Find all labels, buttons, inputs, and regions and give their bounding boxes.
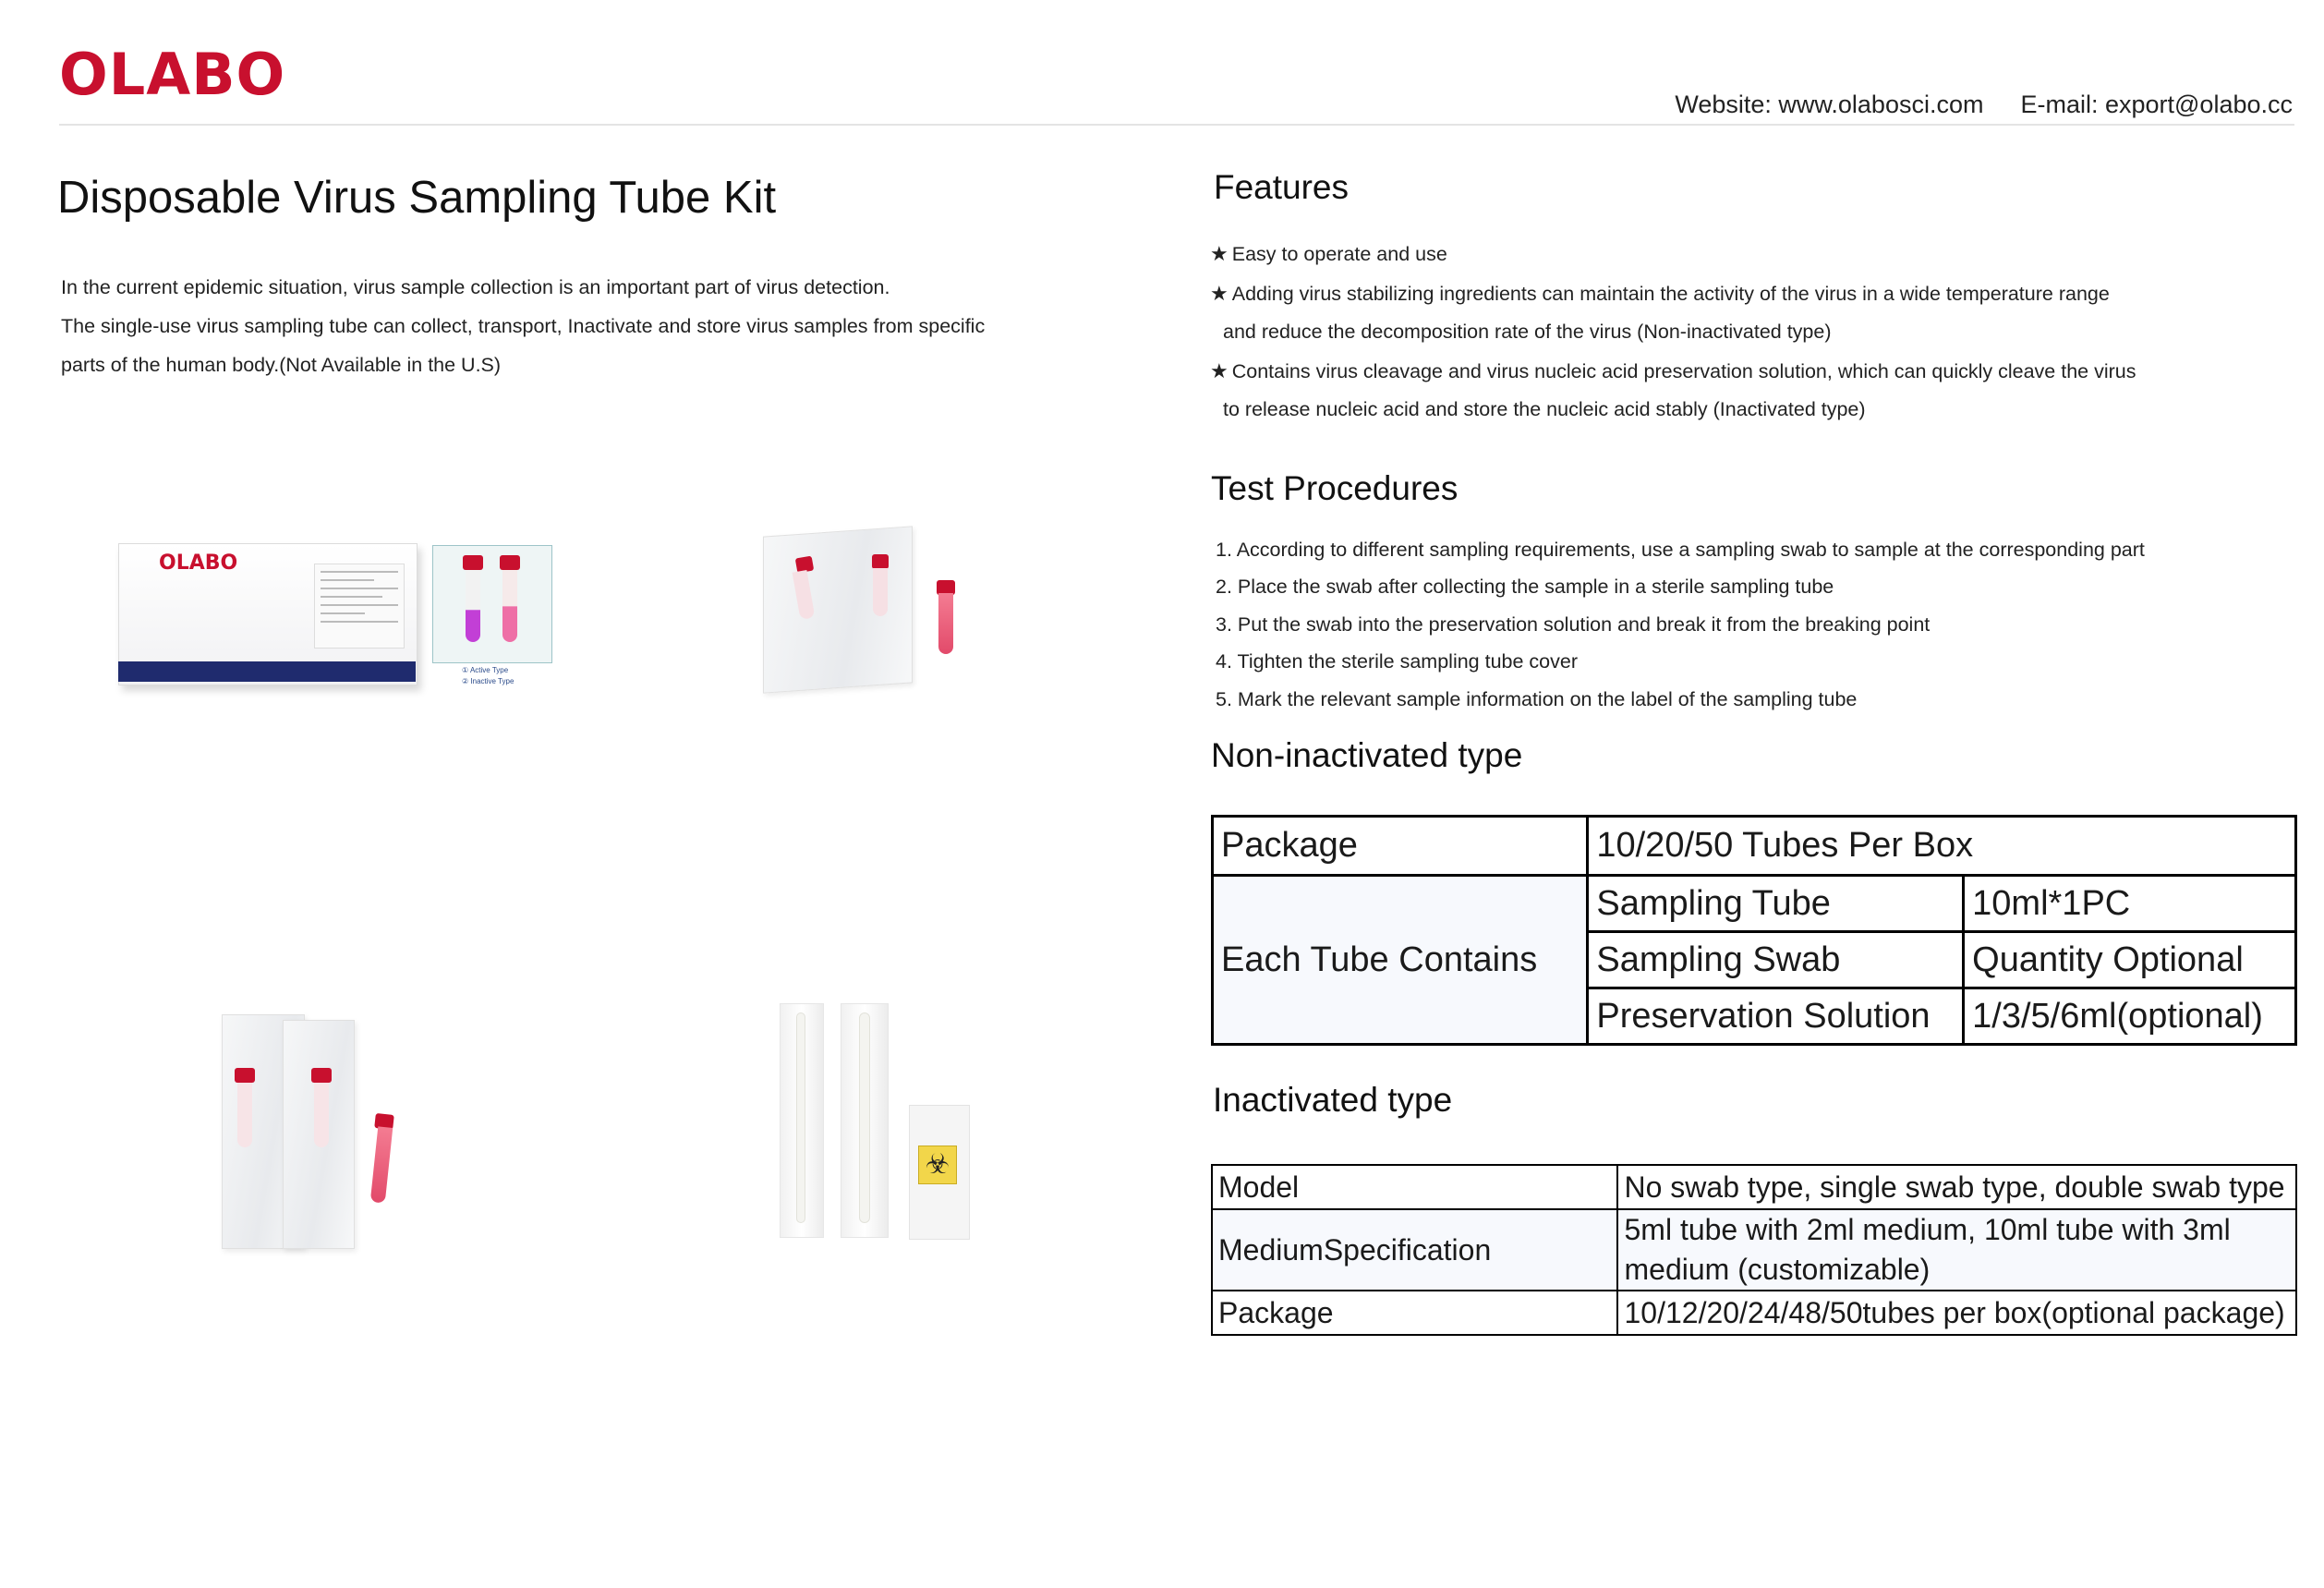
table-cell-value: 1/3/5/6ml(optional) (1964, 988, 2296, 1045)
pouch-tube (314, 1083, 329, 1147)
intro-line: In the current epidemic situation, virus sample collection is an important part of virus detection. (61, 276, 890, 298)
procedures-list (1216, 531, 2145, 718)
sealed-pouch (763, 526, 913, 693)
tube-cap (311, 1068, 332, 1083)
table-row (1213, 876, 2296, 932)
table-row (1212, 1165, 2296, 1209)
tube-cap (463, 555, 483, 570)
kit-box-label (314, 564, 405, 649)
swab-stick (859, 1012, 870, 1223)
table-row (1213, 817, 2296, 876)
feature-item (1210, 352, 2318, 430)
non-inactivated-table (1211, 815, 2297, 1046)
page-title: Disposable Virus Sampling Tube Kit (57, 173, 777, 223)
kit-box-logo: OLABO (159, 552, 238, 575)
intro-line: The single-use virus sampling tube can collect, transport, Inactivate and store virus samples from specific (61, 315, 986, 337)
table-cell-item: Sampling Tube (1588, 876, 1964, 932)
intro-line: parts of the human body.(Not Available in the U.S) (61, 354, 502, 376)
tube-cap (235, 1068, 255, 1083)
tube-cap (500, 555, 520, 570)
table-cell-label: Model (1212, 1165, 1617, 1209)
star-icon: ★ (1210, 242, 1229, 265)
tube-comparison-panel (432, 545, 552, 663)
tube-panel-caption (462, 665, 514, 687)
table-cell-label: Each Tube Contains (1213, 876, 1588, 1045)
caption-inactive: ② Inactive Type (462, 677, 514, 685)
feature-text-continued: to release nucleic acid and store the nucleic acid stably (Inactivated type) (1223, 398, 1866, 420)
table-cell-label: MediumSpecification (1212, 1209, 1617, 1291)
biohazard-icon: ☣ (918, 1146, 957, 1184)
non-inactivated-heading: Non-inactivated type (1211, 736, 1523, 774)
brand-logo: OLABO (59, 41, 286, 108)
email-text: E-mail: export@olabo.cc (2020, 91, 2293, 118)
inactivated-heading: Inactivated type (1213, 1081, 1453, 1119)
tube-cap (872, 554, 889, 569)
pouch-tube (237, 1083, 252, 1147)
procedure-step: 1. According to different sampling requirements, use a sampling swab to sample at the corresponding part (1216, 539, 2145, 561)
inactive-tube (502, 570, 517, 642)
procedure-step: 4. Tighten the sterile sampling tube cover (1216, 650, 1578, 673)
pouch-tube (873, 568, 888, 616)
kit-box-stripe (118, 661, 416, 682)
features-list (1210, 235, 2318, 430)
swab-stick (796, 1012, 805, 1223)
loose-tube (938, 593, 953, 654)
inactivated-table (1211, 1164, 2297, 1336)
procedure-step: 2. Place the swab after collecting the sample in a sterile sampling tube (1216, 576, 1834, 599)
table-cell-label: Package (1213, 817, 1588, 876)
feature-text: Easy to operate and use (1231, 243, 1447, 265)
intro-paragraph (61, 268, 1123, 384)
procedures-heading: Test Procedures (1211, 469, 1459, 507)
features-heading: Features (1214, 168, 1350, 206)
table-cell-item: Sampling Swab (1588, 932, 1964, 988)
table-cell-item: Preservation Solution (1588, 988, 1964, 1045)
feature-text: Contains virus cleavage and virus nucleic acid preservation solution, which can quickly cleave the virus (1231, 359, 2136, 382)
header-divider (59, 124, 2294, 126)
table-cell-label: Package (1212, 1291, 1617, 1335)
contact-info (1675, 91, 2293, 119)
caption-active: ① Active Type (462, 666, 509, 674)
procedure-step: 5. Mark the relevant sample information on the label of the sampling tube (1216, 687, 1858, 710)
table-cell-value: 10ml*1PC (1964, 876, 2296, 932)
feature-text-continued: and reduce the decomposition rate of the virus (Non-inactivated type) (1223, 321, 1832, 343)
feature-item (1210, 235, 2318, 274)
star-icon: ★ (1210, 281, 1229, 305)
procedure-step: 3. Put the swab into the preservation solution and break it from the breaking point (1216, 612, 1931, 636)
table-cell-value: 10/20/50 Tubes Per Box (1588, 817, 2296, 876)
table-row (1212, 1291, 2296, 1335)
table-cell-value: 5ml tube with 2ml medium, 10ml tube with 3ml medium (customizable) (1617, 1209, 2296, 1291)
table-cell-value: 10/12/20/24/48/50tubes per box(optional package) (1617, 1291, 2296, 1335)
table-cell-value: Quantity Optional (1964, 932, 2296, 988)
website-text: Website: www.olabosci.com (1675, 91, 1984, 118)
active-tube (466, 570, 480, 642)
loose-tube (370, 1126, 393, 1203)
star-icon: ★ (1210, 358, 1229, 382)
feature-text: Adding virus stabilizing ingredients can maintain the activity of the virus in a wide temperature range (1231, 282, 2110, 305)
table-row (1212, 1209, 2296, 1291)
feature-item (1210, 274, 2318, 352)
table-cell-value: No swab type, single swab type, double swab type (1617, 1165, 2296, 1209)
